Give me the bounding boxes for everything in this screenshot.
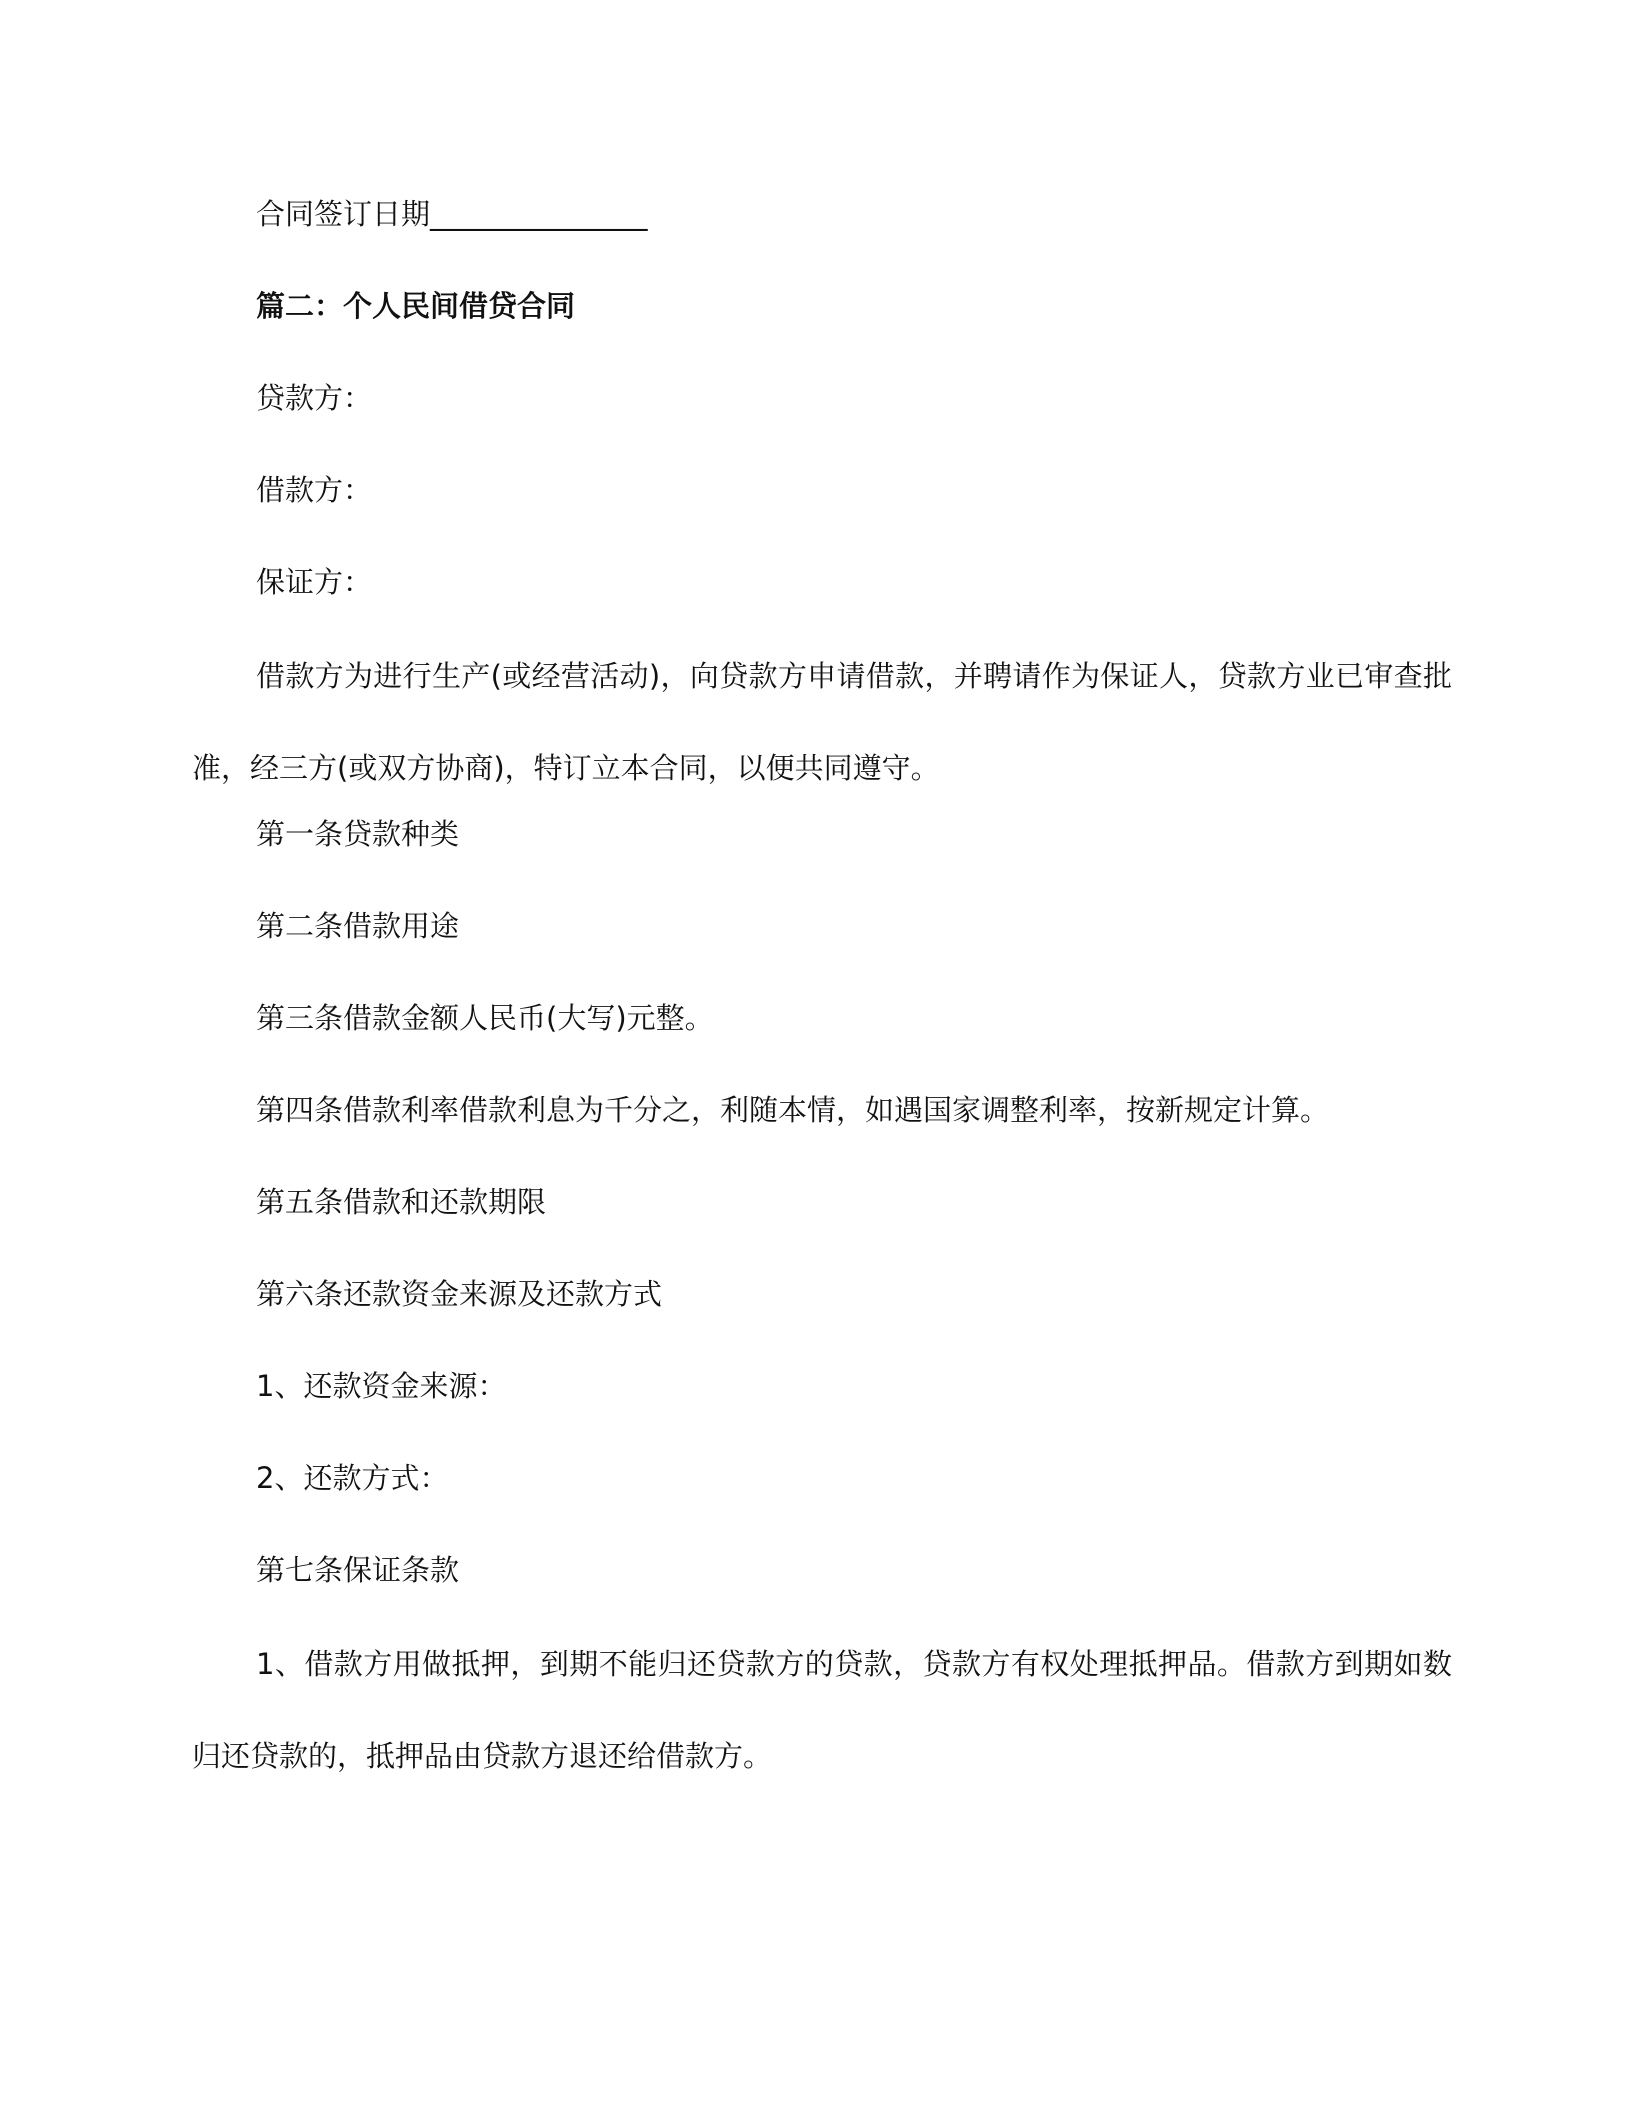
signing-date-line: 合同签订日期_______________	[256, 197, 648, 231]
section-title: 篇二：个人民间借贷合同	[256, 289, 576, 323]
borrower-field: 借款方：	[256, 473, 373, 507]
article-7: 第七条保证条款	[256, 1553, 460, 1587]
article-3: 第三条借款金额人民币(大写)元整。	[256, 1001, 714, 1035]
article-6-item-2: 2、还款方式：	[256, 1461, 449, 1495]
article-6: 第六条还款资金来源及还款方式	[256, 1277, 663, 1311]
article-2: 第二条借款用途	[256, 909, 460, 943]
lender-field: 贷款方：	[256, 381, 373, 415]
article-5: 第五条借款和还款期限	[256, 1185, 547, 1219]
article-7-item-1: 1、借款方用做抵押，到期不能归还贷款方的贷款，贷款方有权处理抵押品。借款方到期如数归还贷款的，抵押品由贷款方退还给借款方。	[192, 1647, 1452, 1773]
intro-paragraph: 借款方为进行生产(或经营活动)，向贷款方申请借款，并聘请作为保证人，贷款方业已审查批准，经三方(或双方协商)，特订立本合同，以便共同遵守。	[192, 659, 1452, 785]
article-4: 第四条借款利率借款利息为千分之，利随本情，如遇国家调整利率，按新规定计算。	[256, 1093, 1330, 1127]
article-6-item-1: 1、还款资金来源：	[256, 1369, 507, 1403]
article-1: 第一条贷款种类	[256, 817, 460, 851]
guarantor-field: 保证方：	[256, 565, 373, 599]
